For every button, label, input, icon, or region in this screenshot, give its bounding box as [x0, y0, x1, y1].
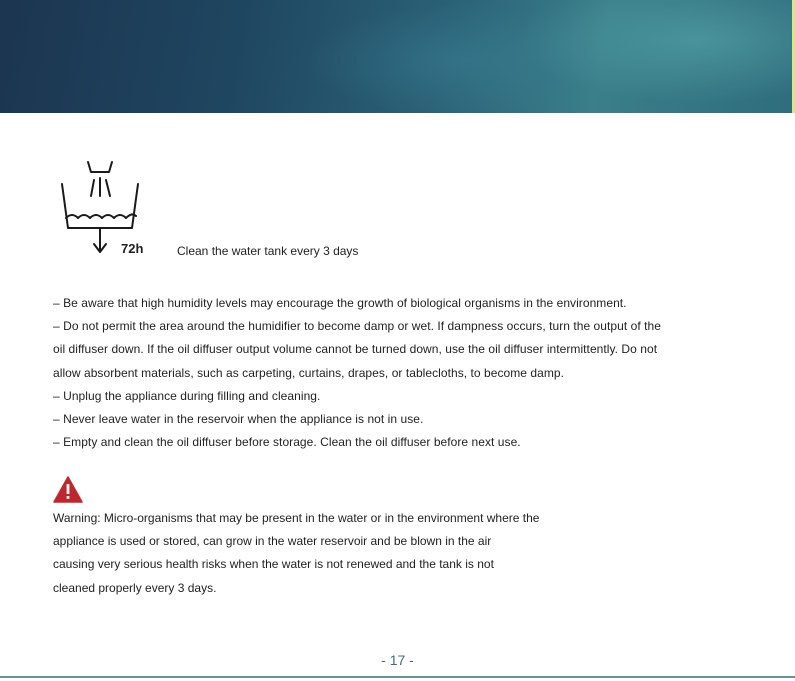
instructions-list: [53, 292, 718, 454]
footer-rule: [0, 676, 795, 678]
warning-line: cleaned properly every 3 days.: [53, 580, 217, 595]
instruction-line: – Do not permit the area around the humidifier to become damp or wet. If dampness occurs, turn the output of the: [53, 319, 661, 334]
warning-triangle-icon: [53, 476, 83, 503]
instruction-line: oil diffuser down. If the oil diffuser output volume cannot be turned down, use the oil diffuser intermittently. Do not: [53, 342, 658, 357]
header-banner: [0, 0, 795, 113]
instruction-line: – Empty and clean the oil diffuser before storage. Clean the oil diffuser before next use.: [53, 435, 521, 450]
warning-line: causing very serious health risks when the water is not renewed and the tank is not: [53, 557, 494, 572]
warning-line: appliance is used or stored, can grow in the water reservoir and be blown in the air: [53, 534, 492, 549]
instruction-line: – Be aware that high humidity levels may encourage the growth of biological organisms in the environment.: [53, 296, 627, 310]
warning-line: Warning: Micro-organisms that may be present in the water or in the environment where the: [53, 511, 540, 525]
cleaning-interval-caption: Clean the water tank every 3 days: [177, 244, 359, 258]
duration-label: 72h: [121, 241, 144, 256]
warning-paragraph: [53, 507, 613, 600]
instruction-line: – Never leave water in the reservoir when the appliance is not in use.: [53, 412, 424, 427]
instruction-line: allow absorbent materials, such as carpeting, curtains, drapes, or tablecloths, to become damp.: [53, 365, 565, 380]
instruction-line: – Unplug the appliance during filling and cleaning.: [53, 388, 321, 403]
page-number: - 17 -: [381, 652, 414, 668]
